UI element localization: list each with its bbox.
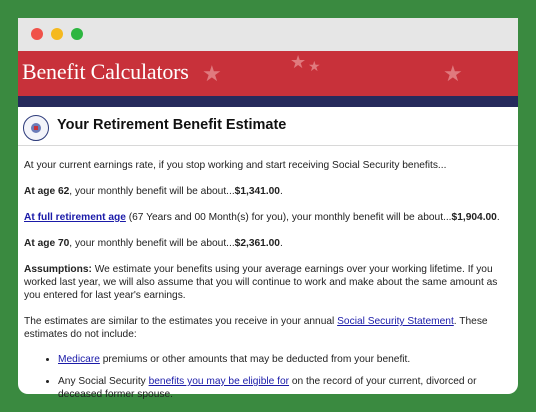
age-62-label: At age 62: [24, 186, 70, 197]
estimates-paragraph: [24, 315, 512, 341]
full-retirement-period: .: [496, 212, 500, 223]
age-62-estimate: [24, 185, 512, 198]
star-icon: ★: [202, 61, 222, 86]
minimize-window-button[interactable]: [51, 28, 63, 40]
age-70-label: At age 70: [24, 238, 70, 249]
age-62-text: , your monthly benefit will be about...: [69, 186, 235, 197]
page-header: [18, 107, 518, 146]
main-content: [18, 159, 518, 401]
full-retirement-amount: $1,904.00: [451, 212, 497, 223]
eligible-benefits-link[interactable]: benefits you may be eligible for: [148, 376, 290, 387]
spouse-benefits-text-end: on the record of your current, divorced or deceased former spouse.: [58, 376, 477, 400]
close-window-button[interactable]: [31, 28, 43, 40]
social-security-statement-link[interactable]: Social Security Statement: [337, 316, 454, 327]
maximize-window-button[interactable]: [71, 28, 83, 40]
age-70-amount: $2,361.00: [234, 238, 280, 249]
medicare-link[interactable]: Medicare: [58, 354, 100, 365]
star-icon: ★: [308, 58, 321, 74]
list-item: [58, 353, 512, 366]
star-icon: ★: [443, 61, 463, 86]
banner-stripe: [18, 96, 518, 107]
estimates-text-end: . These estimates do not include:: [24, 316, 488, 340]
window-titlebar: [18, 18, 518, 51]
age-62-period: .: [279, 186, 283, 197]
intro-text: At your current earnings rate, if you stop working and start receiving Social Security benefits...: [24, 160, 447, 171]
ssa-seal-icon: [23, 115, 49, 141]
assumptions-paragraph: [24, 263, 512, 302]
spouse-benefits-text: Any Social Security: [58, 376, 149, 387]
age-62-amount: $1,341.00: [234, 186, 280, 197]
star-icon: ★: [290, 52, 307, 72]
page-title: Your Retirement Benefit Estimate: [57, 117, 287, 133]
age-70-period: .: [279, 238, 283, 249]
age-70-estimate: [24, 237, 512, 250]
assumptions-label: Assumptions:: [24, 264, 92, 275]
exclusions-list: [24, 353, 512, 401]
medicare-text: premiums or other amounts that may be deducted from your benefit.: [99, 354, 411, 365]
browser-window: [18, 18, 518, 400]
full-retirement-text: (67 Years and 00 Month(s) for you), your monthly benefit will be about...: [125, 212, 452, 223]
full-retirement-age-link-text: At full retirement age: [24, 212, 126, 223]
estimates-text: The estimates are similar to the estimates you receive in your annual: [24, 316, 338, 327]
age-70-text: , your monthly benefit will be about...: [69, 238, 235, 249]
list-item: [58, 375, 512, 401]
full-retirement-age-link[interactable]: [24, 212, 126, 223]
full-retirement-estimate: [24, 211, 512, 224]
assumptions-text: We estimate your benefits using your average earnings over your working lifetime. If you worked last year, we will also assume that you will continue to work and make about the same amount as you entered for last year's earnings.: [24, 264, 498, 301]
banner-title: Benefit Calculators: [22, 59, 189, 84]
site-banner: [18, 51, 518, 96]
